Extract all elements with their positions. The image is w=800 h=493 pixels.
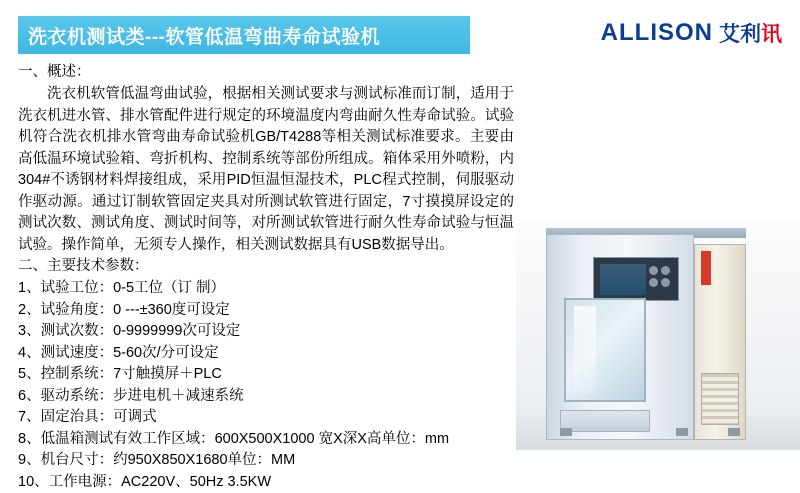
list-item: 8、低温箱测试有效工作区域：600X500X1000 宽X深X高单位：mm [18, 429, 514, 451]
touch-screen [600, 264, 646, 295]
specs-heading: 二、主要技术参数： [18, 256, 514, 277]
list-item: 6、驱动系统：步进电机＋减速系统 [18, 386, 514, 408]
brand-cn-prefix: 艾利 [719, 23, 761, 46]
list-item: 9、机台尺寸：约950X850X1680单位：MM [18, 450, 514, 472]
list-item: 3、测试次数：0-9999999次可设定 [18, 321, 514, 343]
list-item: 10、工作电源：AC220V、50Hz 3.5KW [18, 472, 514, 493]
control-panel [593, 257, 679, 301]
page-title-banner [18, 16, 470, 54]
list-item: 5、控制系统：7寸触摸屏＋PLC [18, 364, 514, 386]
machine-side-tower [694, 244, 746, 440]
overview-heading: 一、概述： [18, 62, 514, 83]
brand-chinese-text [719, 18, 782, 48]
tower-red-stripe [701, 251, 711, 285]
list-item: 1、试验工位：0-5工位（订 制） [18, 278, 514, 300]
overview-paragraph: 洗衣机软管低温弯曲试验，根据相关测试要求与测试标准而订制，适用于洗衣机进水管、排水管配件进行规定的环境温度内弯曲耐久性寿命试验。试验机符合洗衣机排水管弯曲寿命试验机GB/T4288等相关测试标准要求。主要由高低温环境试验箱、弯折机构、控制系统等部份所组成。箱体采用外喷粉，内304#不诱钢材料焊接组成，采用PID恒温恒湿技术，PLC程式控制，伺服驱动作驱动源。通过订制软管固定夹具对所测试软管进行固定，7寸摸摸屏设定的测试次数、测试角度、测试时间等，对所测试软管进行耐久性寿命试验与恒温试验。操作简单，无须专人操作，相关测试数据具有USB数据导出。 [18, 84, 514, 256]
machine-foot [676, 428, 688, 436]
brand-cn-accent: 讯 [761, 23, 782, 46]
list-item: 4、测试速度：5-60次/分可设定 [18, 343, 514, 365]
machine-foot [728, 428, 740, 436]
brand-logo [601, 18, 782, 48]
spec-list [18, 278, 514, 493]
tower-vent-grille [701, 373, 739, 425]
document-content [18, 62, 514, 493]
chamber-lower-door [560, 410, 650, 432]
list-item: 2、试验角度：0 ---±360度可设定 [18, 300, 514, 322]
brand-latin-text: ALLISON [601, 19, 713, 47]
machine-foot [560, 428, 572, 436]
chamber-viewing-window [564, 298, 646, 402]
page-title: 洗衣机测试类---软管低温弯曲寿命试验机 [28, 22, 380, 49]
panel-knobs [649, 266, 673, 294]
product-photo [516, 222, 800, 450]
list-item: 7、固定治具：可调式 [18, 407, 514, 429]
